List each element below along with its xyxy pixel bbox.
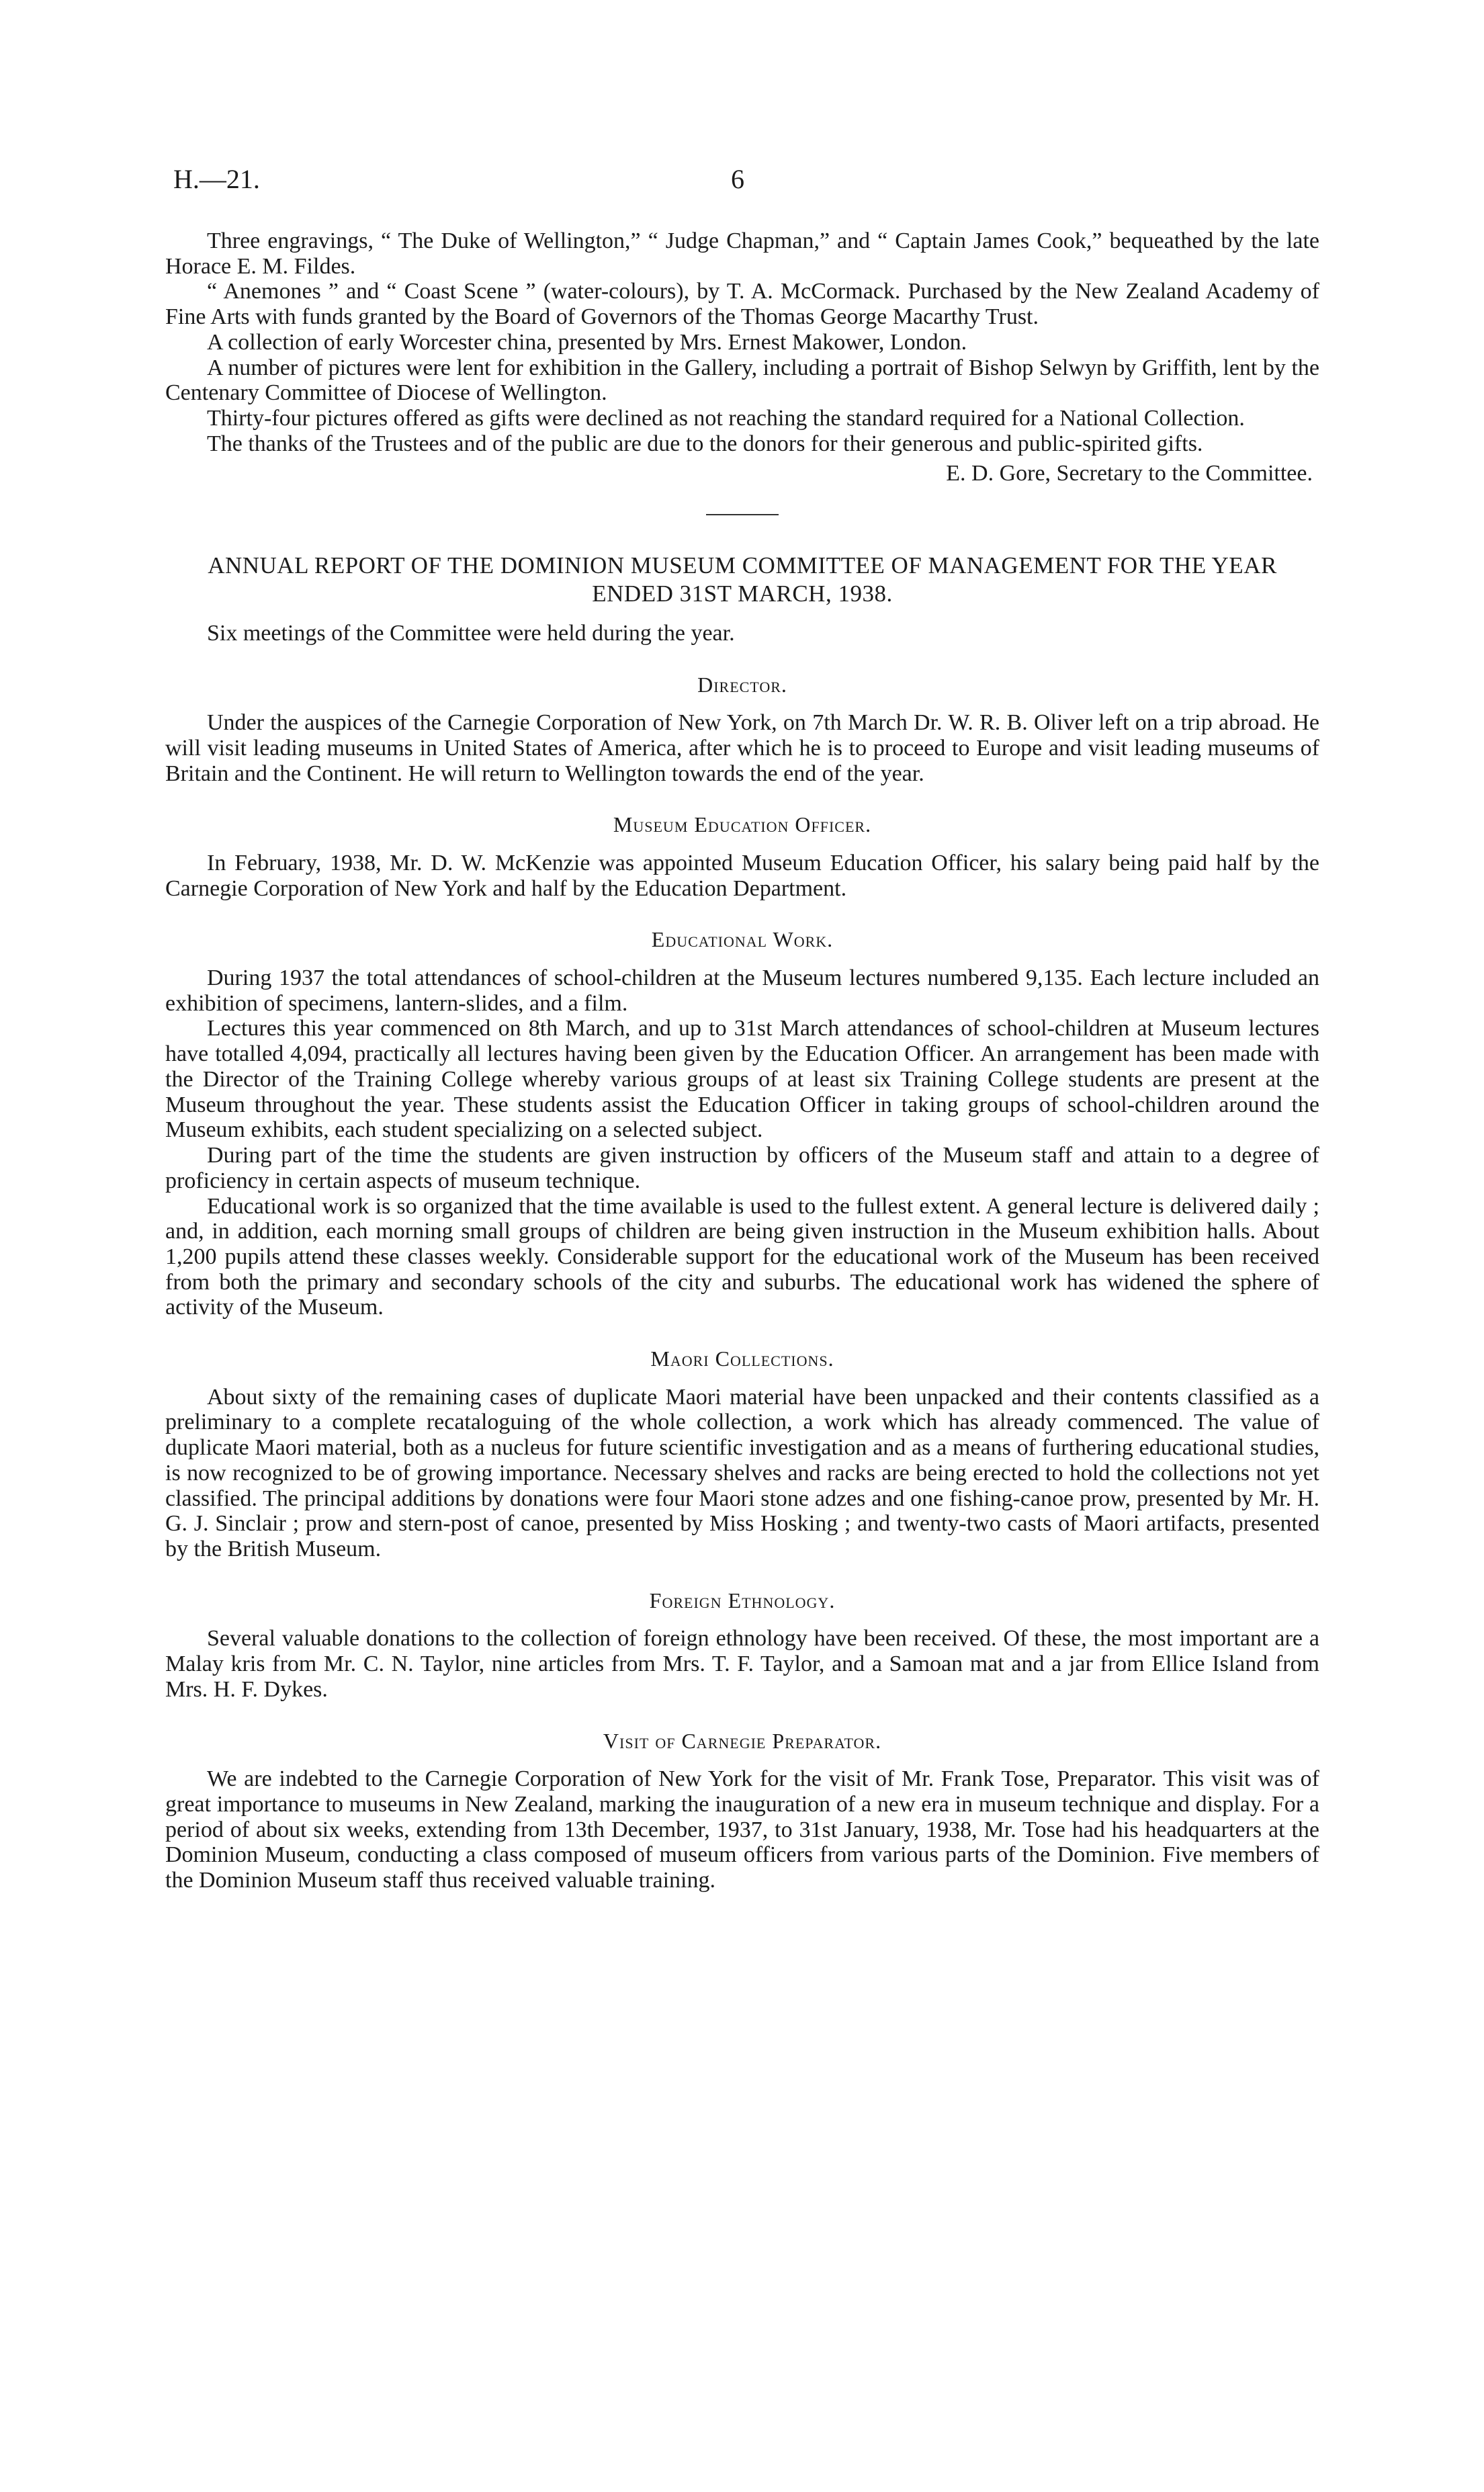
paragraph: A collection of early Worcester china, presented by Mrs. Ernest Makower, London. <box>207 329 967 355</box>
section-heading-foreign-ethnology: Foreign Ethnology. <box>649 1588 836 1613</box>
paragraph: In February, 1938, Mr. D. W. McKenzie was appointed Museum Education Officer, his salary being paid half by the Carnegie Corporation of New York and half by the Education Department. <box>165 850 1319 901</box>
meetings-note: Six meetings of the Committee were held during the year. <box>207 620 735 646</box>
page-header <box>173 165 1315 205</box>
paragraph: A number of pictures were lent for exhibition in the Gallery, including a portrait of Bishop Selwyn by Griffith, lent by the Centenary Committee of Diocese of Wellington. <box>165 355 1319 406</box>
paragraph: Thirty-four pictures offered as gifts were declined as not reaching the standard required for a National Collection. <box>207 406 1245 431</box>
paragraph: During 1937 the total attendances of school-children at the Museum lectures numbered 9,135. Each lecture included an exhibition of specimens, lantern-slides, and a film. <box>165 965 1319 1016</box>
gifts-section <box>165 228 1319 486</box>
paragraph: During part of the time the students are given instruction by officers of the Museum staff and attain to a degree of proficiency in certain aspects of museum technique. <box>165 1143 1319 1193</box>
paragraph: About sixty of the remaining cases of duplicate Maori material have been unpacked and their contents classified as a preliminary to a complete recataloguing of the whole collection, a work which has already commenced. The value of duplicate Maori material, both as a nucleus for future scientific investigation and as a means of furthering educational studies, is now recognized to be of growing importance. Necessary shelves and racks are being erected to hold the collections not yet classified. The principal additions by donations were four Maori stone adzes and one fishing-canoe prow, presented by Mr. H. G. J. Sinclair ; prow and stern-post of canoe, presented by Miss Hosking ; and twenty-two casts of Maori artifacts, presented by the British Museum. <box>165 1384 1319 1562</box>
paragraph: Educational work is so organized that the time available is used to the fullest extent. A general lecture is delivered daily ; and, in addition, each morning small groups of children are being given instruction in the Museum exhibition halls. About 1,200 pupils attend these classes weekly. Considerable support for the educational work of the Museum has been received from both the primary and secondary schools of the city and suburbs. The educational work has widened the sphere of activity of the Museum. <box>165 1193 1319 1320</box>
section-heading-educational-work: Educational Work. <box>651 927 834 952</box>
paragraph: Under the auspices of the Carnegie Corporation of New York, on 7th March Dr. W. R. B. Oliver left on a trip abroad. He will visit leading museums in United States of America, after which he is to proceed to Europe and visit leading museums of Britain and the Continent. He will return to Wellington towards the end of the year. <box>165 710 1319 786</box>
paragraph: Lectures this year commenced on 8th March, and up to 31st March attendances of school-children at Museum lectures have totalled 4,094, practically all lectures having been given by the Education Officer. An arrangement has been made with the Director of the Training College whereby various groups of at least six Training College students are present at the Museum throughout the year. These students assist the Education Officer in taking groups of school-children around the Museum exhibits, each student specializing on a selected subject. <box>165 1016 1319 1143</box>
paragraph: We are indebted to the Carnegie Corporation of New York for the visit of Mr. Frank Tose, Preparator. This visit was of great importance to museums in New Zealand, marking the inauguration of a new era in museum technique and display. For a period of about six weeks, extending from 13th December, 1937, to 31st January, 1938, Mr. Tose had his headquarters at the Dominion Museum, conducting a class composed of museum officers from various parts of the Dominion. Five members of the Dominion Museum staff thus received valuable training. <box>165 1766 1319 1893</box>
page-number: 6 <box>731 164 744 194</box>
section-divider <box>706 514 779 515</box>
section-heading-education-officer: Museum Education Officer. <box>613 812 872 837</box>
paragraph: “ Anemones ” and “ Coast Scene ” (water-colours), by T. A. McCormack. Purchased by the New Zealand Academy of Fine Arts with funds granted by the Board of Governors of the Thomas George Macarthy Trust. <box>165 279 1319 330</box>
section-heading-carnegie-preparator: Visit of Carnegie Preparator. <box>603 1728 882 1753</box>
section-heading-maori-collections: Maori Collections. <box>650 1346 834 1371</box>
section-heading-director: Director. <box>697 672 787 697</box>
paragraph: Several valuable donations to the collection of foreign ethnology have been received. Of these, the most important are a Malay kris from Mr. C. N. Taylor, nine articles from Mrs. T. F. Taylor, and a Samoan mat and a jar from Ellice Island from Mrs. H. F. Dykes. <box>165 1626 1319 1702</box>
paragraph: The thanks of the Trustees and of the public are due to the donors for their generous and public-spirited gifts. <box>207 431 1203 456</box>
annual-report <box>165 552 1319 1893</box>
signature: E. D. Gore, Secretary to the Committee. <box>946 460 1313 486</box>
paragraph: Three engravings, “ The Duke of Wellington,” “ Judge Chapman,” and “ Captain James Cook,” bequeathed by the late Horace E. M. Fildes. <box>165 228 1319 279</box>
body-column <box>165 228 1319 1893</box>
report-title: ANNUAL REPORT OF THE DOMINION MUSEUM COMMITTEE OF MANAGEMENT FOR THE YEAR ENDED 31ST MARCH, 1938. <box>208 552 1277 607</box>
document-reference: H.—21. <box>173 164 260 194</box>
